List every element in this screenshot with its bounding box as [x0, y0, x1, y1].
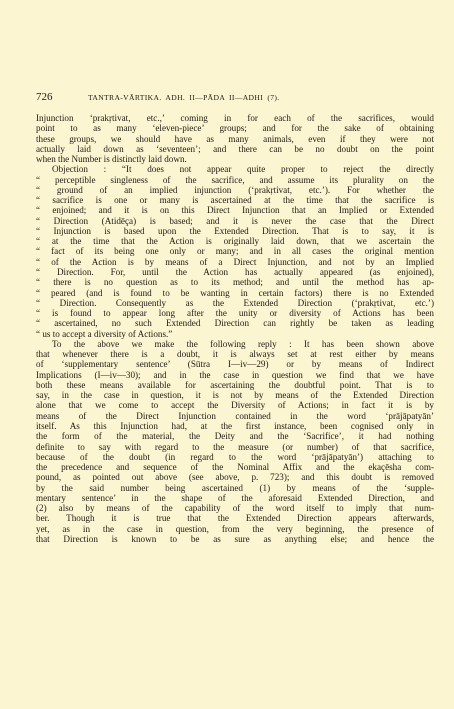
text-line: yet, as in the case in question, from the very beginning, the presence of: [36, 523, 434, 534]
text-line: “ sacrifice is one or many is ascertained at the time that the sacrifice is: [36, 195, 434, 206]
text-line: because of the doubt (in regard to the word ‘prājāpatyān’) attaching to: [36, 451, 434, 462]
text-line: “ peared (and is found to be wanting in certain factors) there is no Extended: [36, 287, 434, 298]
text-line: both these means available for ascertaining the doubtful point. That is to: [36, 379, 434, 390]
text-line: means of the Direct Injunction contained in the word ‘prājāpatyān’: [36, 410, 434, 421]
text-line: “ Direction (Atidēça) is based; and it is never the case that the Direct: [36, 215, 434, 226]
text-line: these groups, we should have as many animals, even if they were not: [36, 133, 434, 144]
text-line: “ fact of its being one only or many; and in all cases the original mention: [36, 246, 434, 257]
text-line: “ perceptible singleness of the sacrifice, and assume its plurality on the: [36, 174, 434, 185]
text-line: “ at the time that the Action is originally laid down, that we ascertain the: [36, 236, 434, 247]
text-line: “ Direction. Consequently as the Extended Direction (‘prakṛtivat, etc.’): [36, 297, 434, 308]
text-line: To the above we make the following reply : It has been shown above: [52, 338, 434, 349]
running-title: TANTRA-VĀRTIKA. ADH. II—PĀDA II—ADHI (7).: [88, 93, 280, 102]
text-line: “ enjoined; and it is on this Direct Injunction that an Implied or Extended: [36, 205, 434, 216]
text-line: the precedence and sequence of the Nominal Affix and the ekaçēsha com-: [36, 462, 434, 473]
text-line: Objection : “It does not appear quite proper to reject the directly: [52, 164, 434, 175]
text-line: “ Direction. For, until the Action has actually appeared (as enjoined),: [36, 266, 434, 277]
text-line: of ‘supplementary sentence’ (Sūtra I—iv—29) or by means of Indirect: [36, 359, 434, 370]
text-line: that Direction is known to be as sure as anything else; and hence the: [36, 533, 434, 544]
text-line: “ ground of an implied injunction (‘prakṛtivat, etc.’). For whether the: [36, 184, 434, 195]
text-line: actually laid down as ‘seventeen’; and there can be no doubt on the point: [36, 143, 434, 154]
text-line: “ ascertained, no such Extended Direction can rightly be taken as leading: [36, 318, 434, 329]
text-line: definite to say with regard to the measure (or number) of that sacrifice,: [36, 441, 434, 452]
body-text: [36, 113, 434, 544]
page-header: [36, 91, 424, 103]
text-line: say, in the case in question, it is not by means of the Extended Direction: [36, 390, 434, 401]
text-line: “ there is no question as to its method; and until the method has ap-: [36, 277, 434, 288]
text-line: mentary sentence’ in the shape of the aforesaid Extended Direction, and: [36, 492, 434, 503]
text-line: itself. As this Injunction had, at the first instance, been cognised only in: [36, 420, 434, 431]
text-line: (2) also by means of the capability of the word itself to imply that num-: [36, 503, 434, 514]
text-line: “ Injunction is based upon the Extended Direction. That is to say, it is: [36, 225, 434, 236]
text-line: “ of the Action is by means of a Direct Injunction, and not by an Implied: [36, 256, 434, 267]
page-number: 726: [36, 91, 53, 103]
text-line: the form of the material, the Deity and the ‘Sacrifice’, it had nothing: [36, 431, 434, 442]
text-line: “ is found to appear long after the unity or diversity of Actions has been: [36, 308, 434, 319]
text-line: Implications (I—iv—30); and in the case in question we find that we have: [36, 369, 434, 380]
text-line: alone that we come to accept the Diversity of Actions; in fact it is by: [36, 400, 434, 411]
text-line: ber. Though it is true that the Extended Direction appears afterwards,: [36, 513, 434, 524]
text-line: point to as many ‘eleven-piece’ groups; and for the sake of obtaining: [36, 123, 434, 134]
text-line: Injunction ‘prakṛtivat, etc.,’ coming in for each of the sacrifices, would: [36, 113, 434, 123]
text-line: pound, as pointed out above (see above, p. 723); and this doubt is removed: [36, 472, 434, 483]
text-line: “ us to accept a diversity of Actions.”: [36, 328, 173, 339]
text-line: when the Number is distinctly laid down.: [36, 154, 187, 165]
text-line: that whenever there is a doubt, it is always set at rest either by means: [36, 349, 434, 360]
text-line: by the said number being ascertained (1) by means of the ‘supple-: [36, 482, 434, 493]
